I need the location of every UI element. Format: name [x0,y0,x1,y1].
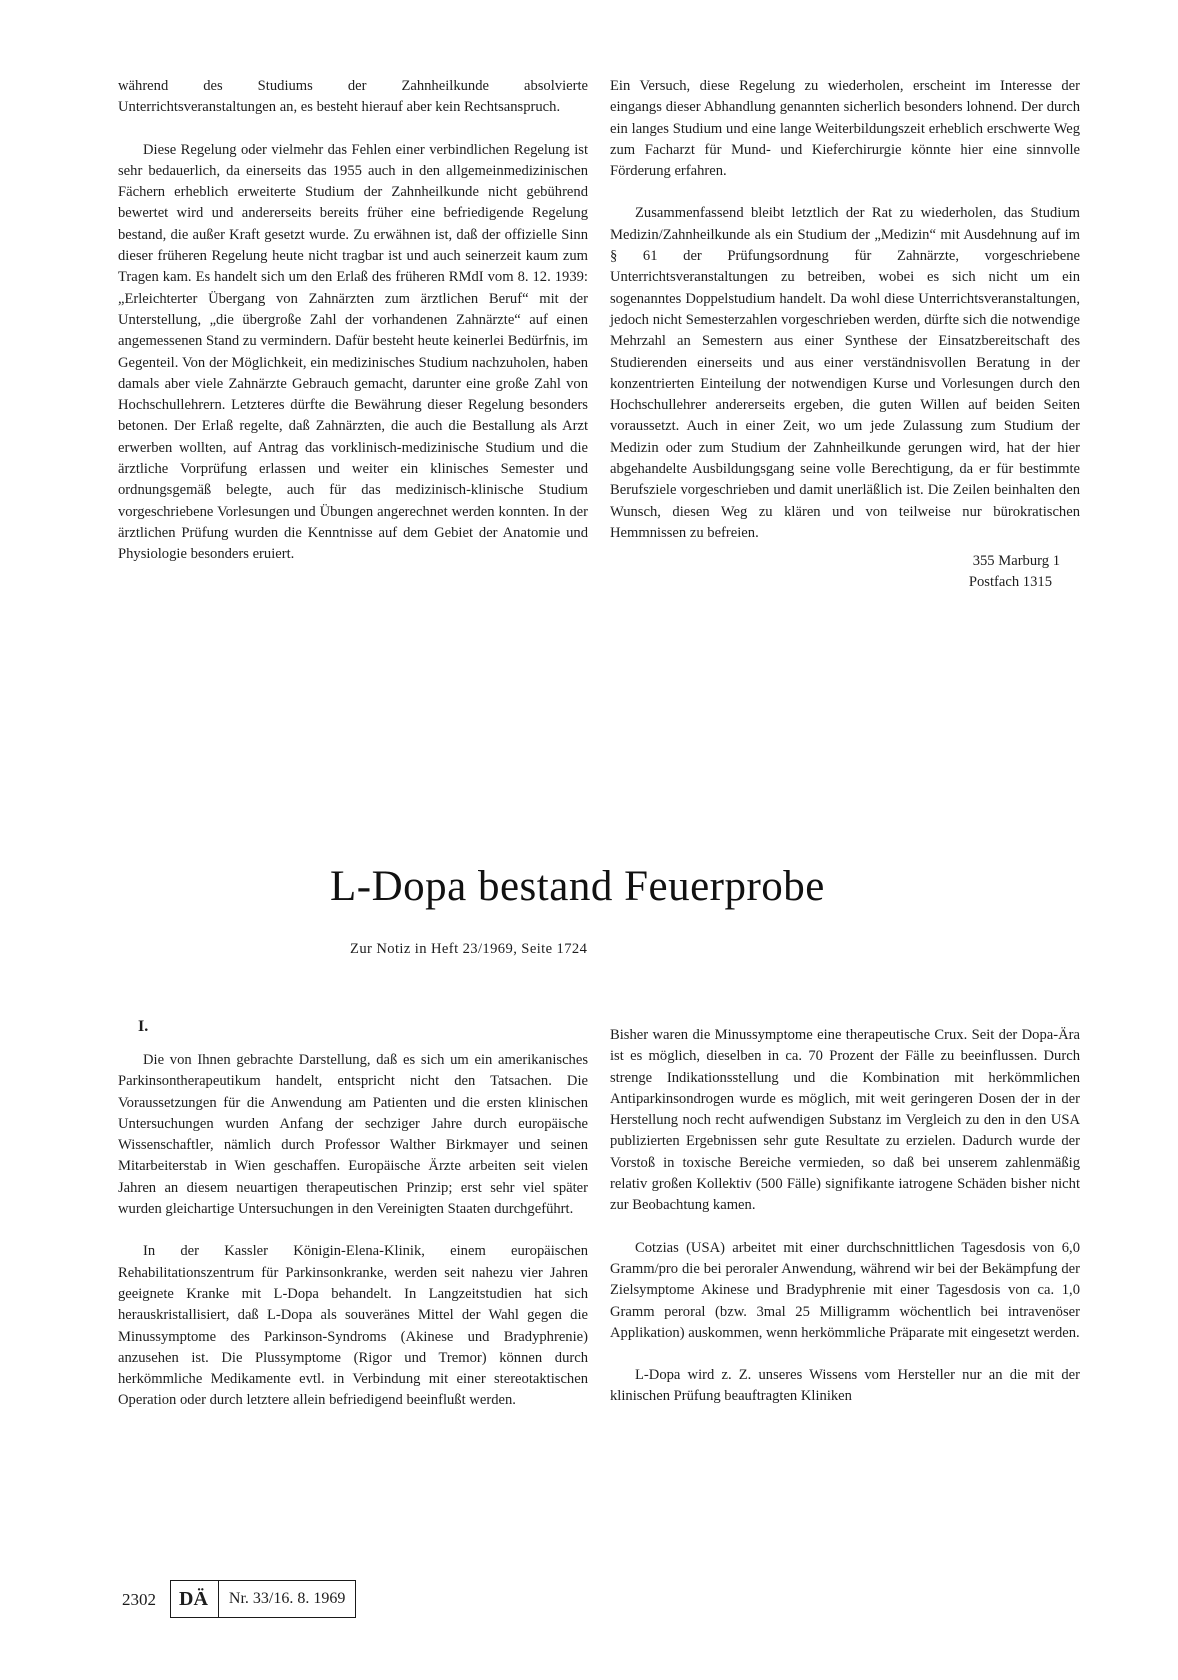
paragraph: während des Studiums der Zahnheilkunde absolvierte Unterrichtsveranstaltungen an, es besteht hierauf aber kein Rechtsanspruch. [118,78,588,116]
bottom-right-column [610,1025,1080,1429]
bottom-left-column [118,1050,588,1433]
paragraph: Bisher waren die Minussymptome eine therapeutische Crux. Seit der Dopa-Ära ist es möglich, dieselben in ca. 70 Prozent der Fälle zu beeinflussen. Durch strenge Indikationsstellung und die Kombination mit herkömmlichen Antiparkinsondrogen wurde es möglich, mit weit geringeren Dosen der in der Herstellung noch recht aufwendigen Substanz im Vergleich zu den in den USA publizierten Ergebnissen sehr gute Resultate zu erzielen. Dadurch wurde der Vorstoß in toxische Bereiche vermieden, so daß bei unserem zahlenmäßig relativ großen Kollektiv (500 Fälle) signifikante iatrogene Schäden bisher nicht zur Beobachtung kamen. [610,1027,1080,1214]
paragraph: L-Dopa wird z. Z. unseres Wissens vom Hersteller nur an die mit der klinischen Prüfung beauftragten Kliniken [610,1367,1080,1405]
paragraph: Diese Regelung oder vielmehr das Fehlen einer verbindlichen Regelung ist sehr bedauerlich, da einerseits das 1955 auch in den allgemeinmedizinischen Fächern erheblich erweiterte Studium der Zahnheilkunde nicht gebührend bewertet wird und andererseits bereits früher eine befriedigende Regelung bestand, die außer Kraft gesetzt wurde. Zu erwähnen ist, daß der offizielle Sinn dieser früheren Regelung heute nicht tragbar ist und auch seinerzeit kaum zum Tragen kam. Es handelt sich um den Erlaß des früheren RMdI vom 8. 12. 1939: „Erleichterter Übergang von Zahnärzten zum ärztlichen Beruf“ mit der Unterstellung, „die übergroße Zahl der vorhandenen Zahnärzte“ auf einen angemessenen Stand zu vermindern. Dafür besteht heute keinerlei Bedürfnis, im Gegenteil. Von der Möglichkeit, ein medizinisches Studium nachzuholen, haben damals aber viele Zahnärzte Gebrauch gemacht, darunter eine große Zahl von Hochschullehrern. Letzteres dürfte die Bewährung dieser Regelung besonders betonen. Der Erlaß regelte, daß Zahnärzten, die auch die Bestallung als Arzt erwerben wollten, auf Antrag das vorklinisch-medizinische Studium und die ärztliche Vorprüfung erlassen und weiter ein klinisches Semester und ordnungsgemäß belegte, auch für das medizinisch-klinische Studium vorgeschriebene Vorlesungen und Übungen angerechnet werden konnten. In der ärztlichen Prüfung wurden die Kenntnisse auf dem Gebiet der Anatomie und Physiologie besonders eruiert. [118,141,588,563]
journal-footer [170,1580,356,1618]
article-subtitle: Zur Notiz in Heft 23/1969, Seite 1724 [350,941,588,957]
address-line: 355 Marburg 1 [972,553,1060,570]
top-right-column [610,76,1080,593]
paragraph: Ein Versuch, diese Regelung zu wiederholen, erscheint im Interesse der eingangs dieser Abhandlung genannten sicherlich besonders lohnend. Der durch ein langes Studium und eine lange Weiterbildungszeit erheblich erschwerte Weg zum Facharzt für Mund- und Kieferchirurgie könnte hier eine sinnvolle Förderung erfahren. [610,78,1080,180]
page-number: 2302 [122,1590,156,1609]
paragraph: Cotzias (USA) arbeitet mit einer durchschnittlichen Tagesdosis von 6,0 Gramm/pro die bei peroraler Anwendung, während wir bei der Bekämpfung der Zielsymptome Akinese und Bradyphrenie mit einer Tagesdosis von ca. 1,0 Gramm peroral (bzw. 3mal 25 Milligramm wöchentlich bei intravenöser Applikation) auskommen, wenn herkömmliche Präparate mit eingesetzt werden. [610,1239,1080,1341]
address-line: Postfach 1315 [968,574,1052,591]
author-address [610,551,1080,593]
paragraph: In der Kassler Königin-Elena-Klinik, einem europäischen Rehabilitationszentrum für Parkinsonkranke, werden seit nahezu vier Jahren geeignete Kranke mit L-Dopa behandelt. In Langzeitstudien hat sich herauskristallisiert, daß L-Dopa als souveränes Mittel der Wahl gegen die Minussymptome des Parkinson-Syndroms (Akinese und Bradyphrenie) anzusehen ist. Die Plussymptome (Rigor und Tremor) können durch herkömmliche Medikamente evtl. in Verbindung mit einer stereotaktischen Operation oder durch letztere allein befriedigend beeinflußt werden. [118,1243,588,1409]
paragraph: Zusammenfassend bleibt letztlich der Rat zu wiederholen, das Studium Medizin/Zahnheilkunde als ein Studium der „Medizin“ mit Ausdehnung auf im § 61 der Prüfungsordnung für Zahnärzte, vorgeschriebene Unterrichtsveranstaltungen zu betreiben, wobei es sich nicht um ein sogenanntes Doppelstudium handelt. Da wohl diese Unterrichtsveranstaltungen, jedoch nicht Semesterzahlen vorgeschrieben werden, dürfte sich die notwendige Mehrzahl an Semestern aus einer Synthese der Einsatzbereitschaft des Studierenden einerseits und aus einer verständnisvollen Beratung in der konzentrierten Einteilung der notwendigen Kurse und Vorlesungen durch den Hochschullehrer andererseits ergeben, die guten Willen auf beiden Seiten voraussetzt. Auch in einer Zeit, wo um jede Zulassung zum Studium der Medizin oder zum Studium der Zahnheilkunde gerungen wird, hat der hier abgehandelte Ausbildungsgang seine volle Berechtigung, da er für bestimmte Berufsziele vorgeschrieben und damit unerläßlich ist. Die Zeilen beinhalten den Wunsch, diesen Weg zu klären und von teilweise nur bürokratischen Hemmnissen zu befreien. [610,205,1080,541]
section-number: I. [138,1018,149,1035]
journal-logo: DÄ [171,1581,219,1617]
issue-info: Nr. 33/16. 8. 1969 [228,1590,346,1607]
top-left-column [118,76,588,587]
article-title: L-Dopa bestand Feuerprobe [330,863,825,910]
paragraph: Die von Ihnen gebrachte Darstellung, daß es sich um ein amerikanisches Parkinsontherapeutikum handelt, entspricht nicht den Tatsachen. Die Voraussetzungen für die Anwendung am Patienten und die ersten klinischen Untersuchungen wurden Anfang der sechziger Jahre durch europäische Wissenschaftler, nämlich durch Professor Walther Birkmayer und seinen Mitarbeiterstab in Wien geschaffen. Europäische Ärzte arbeiten seit vielen Jahren an diesem neuartigen therapeutischen Prinzip; erst sehr viel später wurden gleichartige Untersuchungen in den Vereinigten Staaten durchgeführt. [118,1052,588,1218]
